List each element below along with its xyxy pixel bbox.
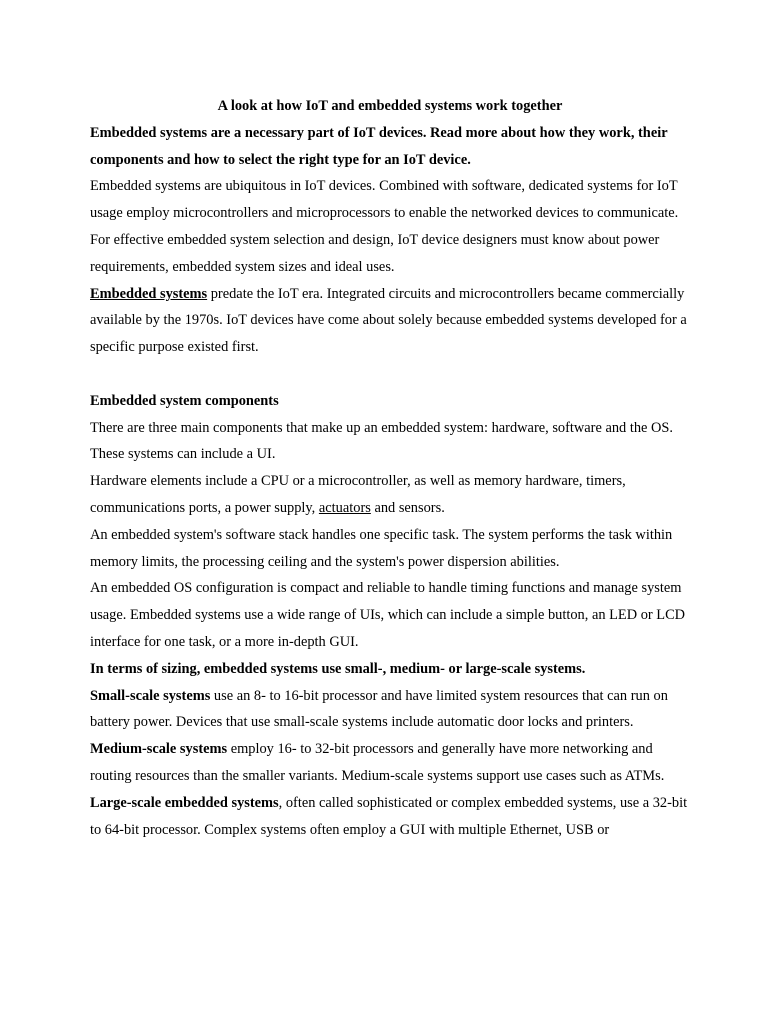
actuators-link[interactable]: actuators xyxy=(318,499,371,516)
paragraph-medium-scale xyxy=(90,736,690,790)
paragraph-predate-text: predate the IoT era. Integrated circuits and microcontrollers became commercially available by the 1970s. IoT devices have come about solely because embedded systems developed for a specific purpose existed first. xyxy=(90,285,687,356)
paragraph-sizing: In terms of sizing, embedded systems use small-, medium- or large-scale systems. xyxy=(90,660,586,677)
large-scale-text: , often called sophisticated or complex embedded systems, use a 32-bit to 64-bit processor. Complex systems often employ a GUI with multiple Ethernet, USB or xyxy=(90,794,688,838)
embedded-systems-link[interactable]: Embedded systems xyxy=(90,285,208,302)
paragraph-small-scale xyxy=(90,683,690,737)
paragraph-hardware xyxy=(90,468,690,522)
paragraph-large-scale xyxy=(90,790,690,844)
paragraph-three-components: There are three main components that make up an embedded system: hardware, software and the OS. These systems can include a UI. xyxy=(90,419,674,463)
medium-scale-text: employ 16- to 32-bit processors and generally have more networking and routing resources than the smaller variants. Medium-scale systems support use cases such as ATMs. xyxy=(90,741,665,784)
small-scale-text: use an 8- to 16-bit processor and have limited system resources that can run on battery power. Devices that use small-scale systems include automatic door locks and printers. xyxy=(90,687,668,731)
document-page xyxy=(90,93,690,843)
paragraph-embedded-os: An embedded OS configuration is compact and reliable to handle timing functions and manage system usage. Embedded systems use a wide range of UIs, which can include a simple button, an LED or LCD interface for one task, or a more in-depth GUI. xyxy=(90,580,686,650)
paragraph-effective-design: For effective embedded system selection and design, IoT device designers must know about power requirements, embedded system sizes and ideal uses. xyxy=(90,231,660,275)
document-title: A look at how IoT and embedded systems work together xyxy=(217,98,563,114)
paragraph-software-stack: An embedded system's software stack handles one specific task. The system performs the task within memory limits, the processing ceiling and the system's power dispersion abilities. xyxy=(90,526,673,570)
paragraph-hardware-text: Hardware elements include a CPU or a microcontroller, as well as memory hardware, timers, communications ports, a power supply, xyxy=(90,473,626,516)
paragraph-hardware-end: and sensors. xyxy=(370,499,445,516)
paragraph-predate xyxy=(90,281,690,361)
section-heading-components: Embedded system components xyxy=(90,392,279,409)
small-scale-term: Small-scale systems xyxy=(90,687,211,704)
paragraph-ubiquitous: Embedded systems are ubiquitous in IoT devices. Combined with software, dedicated systems for IoT usage employ microcontrollers and microprocessors to enable the networked devices to communicate. xyxy=(90,178,679,222)
blank-line xyxy=(90,361,690,388)
medium-scale-term: Medium-scale systems xyxy=(90,741,228,758)
intro-paragraph: Embedded systems are a necessary part of IoT devices. Read more about how they work, their components and how to select the right type for an IoT device. xyxy=(90,124,668,168)
large-scale-term: Large-scale embedded systems xyxy=(90,794,279,811)
